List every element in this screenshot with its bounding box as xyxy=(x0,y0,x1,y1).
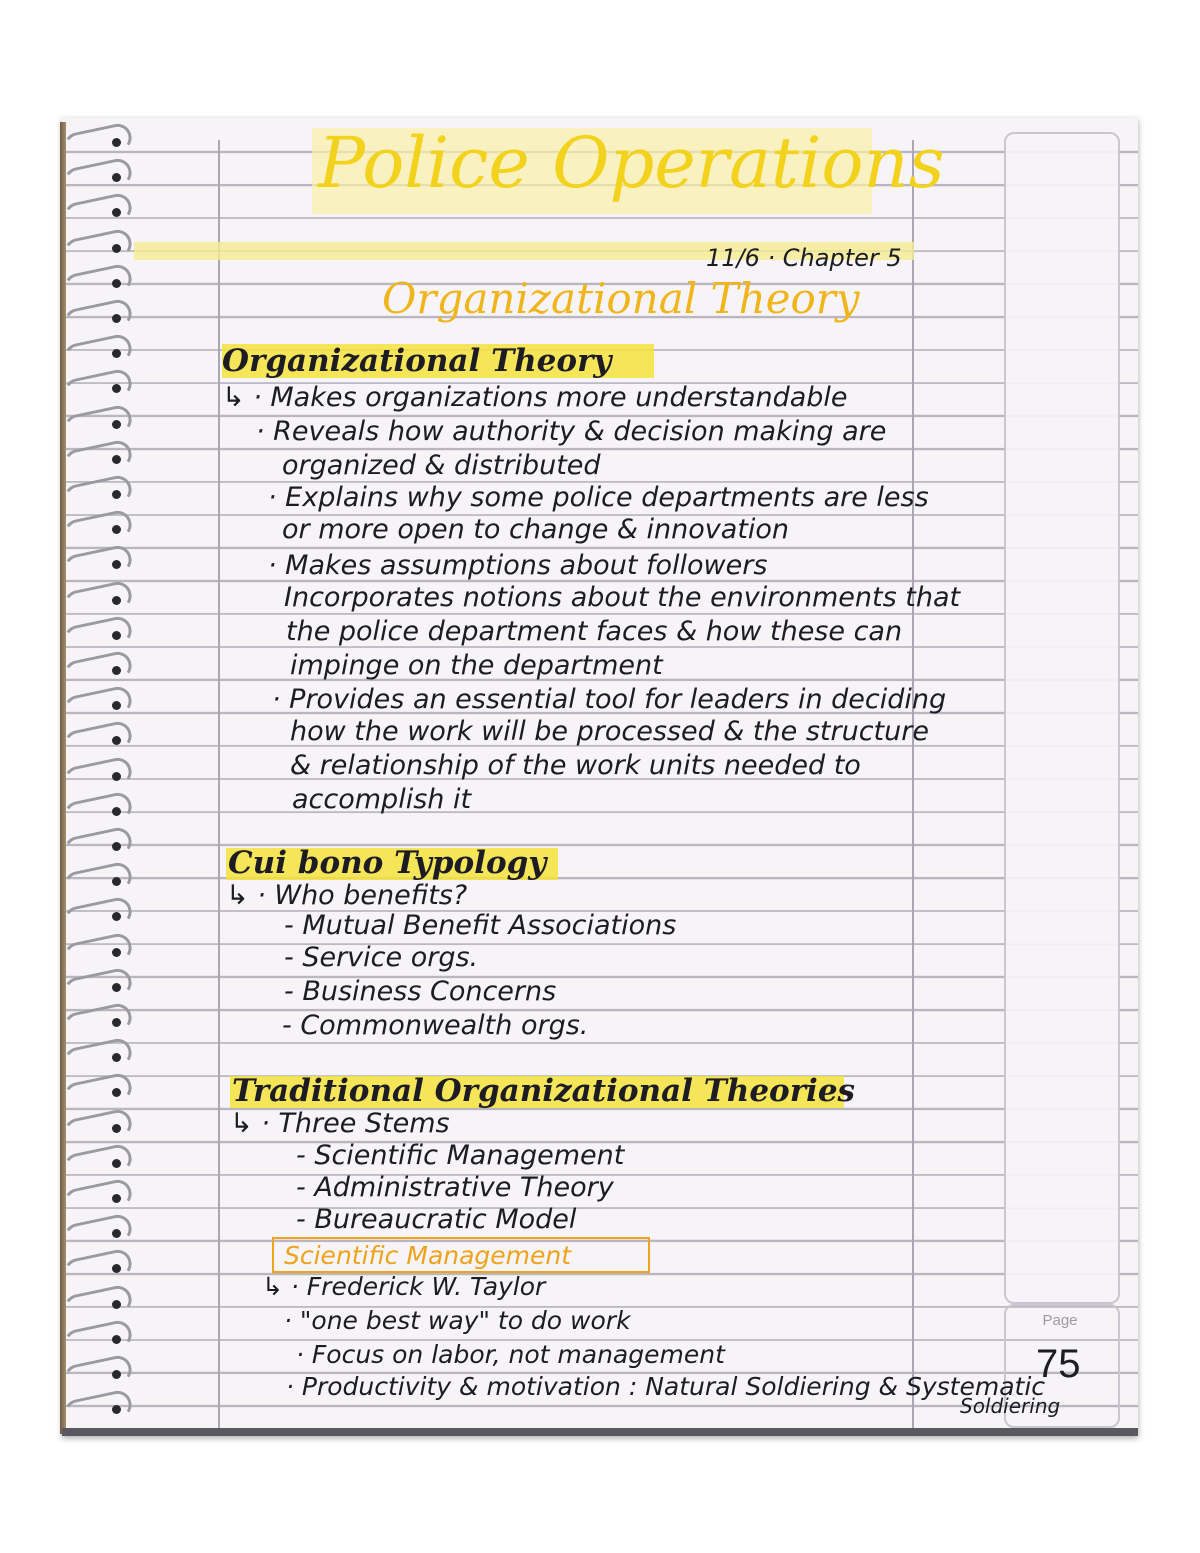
spiral-coil xyxy=(62,790,134,832)
note-line: · Focus on labor, not management xyxy=(296,1340,725,1369)
spiral-coil xyxy=(62,860,134,902)
spiral-coil xyxy=(62,262,134,304)
punch-hole xyxy=(112,1300,121,1309)
note-line: · Makes assumptions about followers xyxy=(268,550,768,581)
note-line: how the work will be processed & the structure xyxy=(290,716,929,747)
note-line: - Administrative Theory xyxy=(296,1172,614,1203)
punch-hole xyxy=(112,1335,121,1344)
note-line: or more open to change & innovation xyxy=(282,514,790,545)
spiral-coil xyxy=(62,403,134,445)
right-margin-line xyxy=(912,140,914,1430)
spiral-coil xyxy=(62,649,134,691)
punch-hole xyxy=(112,842,121,851)
note-line: impinge on the department xyxy=(290,650,663,681)
date-chapter: 11/6 · Chapter 5 xyxy=(706,244,902,272)
spiral-coil xyxy=(62,579,134,621)
page-title: Police Operations xyxy=(318,122,945,204)
spiral-coil xyxy=(62,1388,134,1430)
spiral-coil xyxy=(62,684,134,726)
spiral-coil xyxy=(62,438,134,480)
spiral-coil xyxy=(62,720,134,762)
spiral-coil xyxy=(62,1177,134,1219)
note-line: ↳ · Makes organizations more understandable xyxy=(222,382,848,413)
punch-hole xyxy=(112,244,121,253)
spiral-coil xyxy=(62,297,134,339)
note-line: · Productivity & motivation : Natural Soldiering & Systematic xyxy=(286,1372,1046,1401)
scientific-management-label: Scientific Management xyxy=(284,1241,572,1270)
spiral-coil xyxy=(62,121,134,163)
note-line: ↳ · Who benefits? xyxy=(226,880,468,911)
spiral-coil xyxy=(62,1036,134,1078)
spiral-coil xyxy=(62,755,134,797)
spiral-coil xyxy=(62,966,134,1008)
note-line: · "one best way" to do work xyxy=(284,1306,631,1335)
spiral-coil xyxy=(62,1212,134,1254)
punch-hole xyxy=(112,596,121,605)
punch-hole xyxy=(112,983,121,992)
punch-hole xyxy=(112,1159,121,1168)
punch-hole xyxy=(112,279,121,288)
note-line: · Explains why some police departments are less xyxy=(268,482,929,513)
side-tab-box xyxy=(1004,132,1120,1304)
note-line: the police department faces & how these can xyxy=(286,616,903,647)
page-number: 75 xyxy=(1036,1342,1081,1386)
spiral-coil xyxy=(62,156,134,198)
spiral-coil xyxy=(62,544,134,586)
note-line: · Provides an essential tool for leaders in deciding xyxy=(272,684,947,715)
punch-hole xyxy=(112,1370,121,1379)
note-line: · Reveals how authority & decision making are xyxy=(256,416,887,447)
note-line: - Service orgs. xyxy=(284,942,479,973)
spiral-coil xyxy=(62,931,134,973)
note-line: & relationship of the work units needed to xyxy=(290,750,861,781)
punch-hole xyxy=(112,1018,121,1027)
spiral-coil xyxy=(62,1142,134,1184)
spiral-coil xyxy=(62,896,134,938)
note-line: - Scientific Management xyxy=(296,1140,625,1171)
note-line: accomplish it xyxy=(292,784,472,815)
punch-hole xyxy=(112,490,121,499)
punch-hole xyxy=(112,948,121,957)
note-line: - Business Concerns xyxy=(284,976,557,1007)
punch-hole xyxy=(112,455,121,464)
note-line: Soldiering xyxy=(960,1394,1061,1418)
subtitle: Organizational Theory xyxy=(382,274,860,323)
spiral-coil xyxy=(62,192,134,234)
note-line: ↳ · Frederick W. Taylor xyxy=(262,1272,546,1301)
page-edge xyxy=(62,1428,1138,1436)
left-margin-line xyxy=(218,140,220,1430)
spiral-coil xyxy=(62,332,134,374)
note-line: organized & distributed xyxy=(282,450,601,481)
punch-hole xyxy=(112,807,121,816)
punch-hole xyxy=(112,138,121,147)
spiral-coil xyxy=(62,473,134,515)
spiral-binding xyxy=(64,128,134,1428)
note-line: Incorporates notions about the environments that xyxy=(284,582,961,613)
spiral-coil xyxy=(62,1353,134,1395)
spiral-coil xyxy=(62,227,134,269)
spiral-coil xyxy=(62,1001,134,1043)
punch-hole xyxy=(112,1124,121,1133)
punch-hole xyxy=(112,314,121,323)
page-label: Page xyxy=(1042,1312,1078,1329)
spiral-coil xyxy=(62,614,134,656)
spiral-coil xyxy=(62,825,134,867)
note-line: ↳ · Three Stems xyxy=(230,1108,450,1139)
note-line: - Bureaucratic Model xyxy=(296,1204,577,1235)
spiral-coil xyxy=(62,1072,134,1114)
section-heading-org-theory: Organizational Theory xyxy=(222,343,612,379)
spiral-coil xyxy=(62,1248,134,1290)
spiral-coil xyxy=(62,1318,134,1360)
punch-hole xyxy=(112,420,121,429)
punch-hole xyxy=(112,772,121,781)
spiral-coil xyxy=(62,508,134,550)
note-line: - Commonwealth orgs. xyxy=(282,1010,589,1041)
section-heading-cui-bono: Cui bono Typology xyxy=(228,845,547,881)
note-line: - Mutual Benefit Associations xyxy=(284,910,677,941)
punch-hole xyxy=(112,1194,121,1203)
punch-hole xyxy=(112,631,121,640)
spiral-coil xyxy=(62,1107,134,1149)
spiral-coil xyxy=(62,368,134,410)
spiral-coil xyxy=(62,1283,134,1325)
punch-hole xyxy=(112,666,121,675)
section-heading-traditional: Traditional Organizational Theories xyxy=(232,1073,856,1109)
